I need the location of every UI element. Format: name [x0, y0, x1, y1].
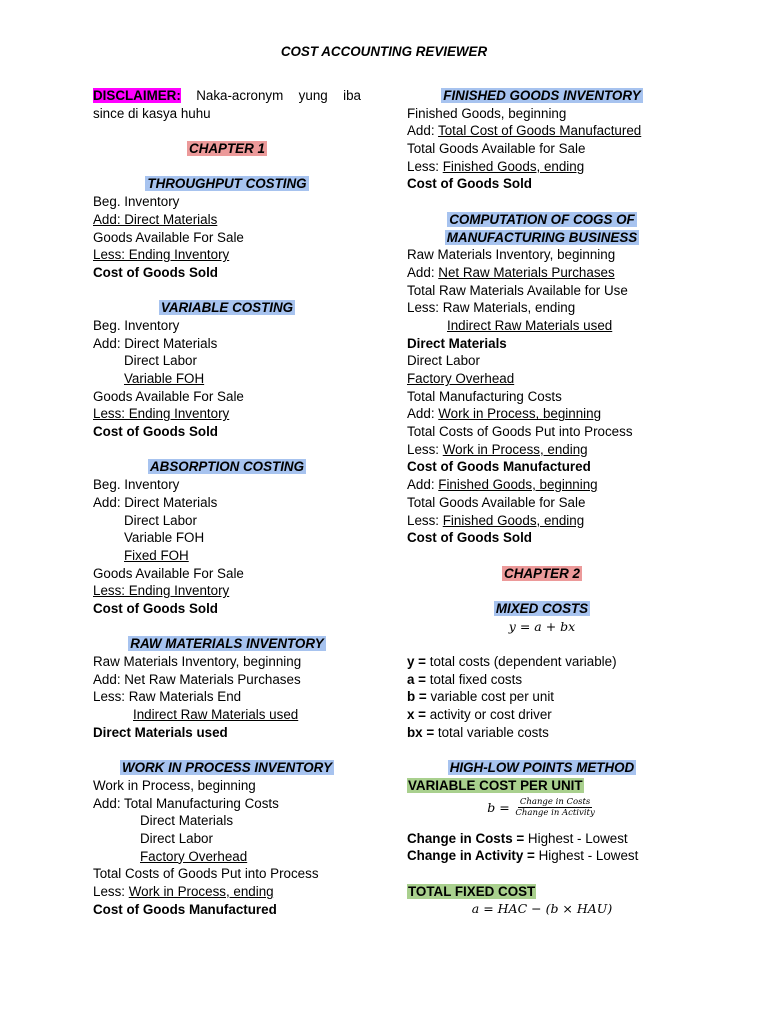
throughput-line: Less: Ending Inventory — [93, 247, 230, 263]
right-column — [407, 87, 677, 918]
wip-line: Total Costs of Goods Put into Process — [93, 866, 319, 882]
total-fixed-cost-heading: TOTAL FIXED COST — [408, 883, 536, 899]
chapter-2-heading: CHAPTER 2 — [504, 565, 580, 581]
wip-total: Cost of Goods Manufactured — [93, 901, 277, 917]
cogs-mfg-line: Add: Net Raw Materials Purchases — [407, 264, 615, 280]
throughput-heading: THROUGHPUT COSTING — [147, 176, 307, 192]
cogs-mfg-line: Total Raw Materials Available for Use — [407, 282, 628, 298]
wip-line: Direct Materials — [140, 813, 234, 829]
wip-less-line: Less: Work in Process, ending — [93, 883, 274, 899]
definition-line: a = total fixed costs — [407, 671, 523, 687]
mixed-costs-heading: MIXED COSTS — [495, 600, 589, 616]
finished-goods-line: Less: Finished Goods, ending — [407, 158, 585, 174]
variable-line: Goods Available For Sale — [93, 388, 244, 404]
throughput-line: Goods Available For Sale — [93, 229, 244, 245]
variable-cost-formula: b = $\frac{\text{Change in Costs}}{\text{Change in Activity}}$ — [487, 797, 595, 819]
wip-heading: WORK IN PROCESS INVENTORY — [121, 760, 333, 776]
cogs-mfg-line: Direct Materials — [407, 335, 507, 351]
cogs-mfg-line: Less: Finished Goods, ending — [407, 512, 585, 528]
finished-goods-heading: FINISHED GOODS INVENTORY — [443, 88, 641, 103]
variable-line: Less: Ending Inventory — [93, 406, 230, 422]
variable-line: Beg. Inventory — [93, 317, 180, 333]
cogs-mfg-line: Less: Work in Process, ending — [407, 441, 588, 457]
throughput-line: Add: Direct Materials — [93, 211, 218, 227]
wip-line: Add: Total Manufacturing Costs — [93, 795, 279, 811]
raw-materials-total: Direct Materials used — [93, 724, 228, 740]
cogs-mfg-line: Add: Finished Goods, beginning — [407, 477, 598, 493]
cogs-mfg-line: Factory Overhead — [407, 371, 515, 386]
wip-line: Direct Labor — [140, 830, 213, 846]
cogs-mfg-line: Total Manufacturing Costs — [407, 388, 562, 404]
definition-line: y = total costs (dependent variable) — [407, 654, 617, 669]
cogs-mfg-line: Cost of Goods Manufactured — [407, 459, 591, 475]
definition-line: x = activity or cost driver — [407, 707, 552, 723]
cogs-mfg-total: Cost of Goods Sold — [407, 530, 532, 546]
disclaimer-line-1 — [93, 87, 361, 105]
absorption-line: Beg. Inventory — [93, 477, 180, 493]
left-column — [93, 87, 361, 918]
raw-materials-line: Less: Raw Materials End — [93, 689, 242, 705]
finished-goods-line: Finished Goods, beginning — [407, 105, 567, 121]
definition-line: bx = total variable costs — [407, 724, 549, 740]
absorption-line: Direct Labor — [124, 512, 197, 528]
cogs-mfg-line: Add: Work in Process, beginning — [407, 406, 602, 422]
wip-line: Work in Process, beginning — [93, 777, 256, 793]
absorption-line: Goods Available For Sale — [93, 565, 244, 581]
cogs-mfg-line: Direct Labor — [407, 353, 480, 369]
variable-heading: VARIABLE COSTING — [160, 300, 294, 316]
mixed-costs-formula: y = a + bx — [508, 618, 576, 634]
absorption-line: Less: Ending Inventory — [93, 583, 230, 599]
cogs-mfg-line: Less: Raw Materials, ending — [407, 300, 576, 316]
disclaimer-line-2: since di kasya huhu — [93, 105, 211, 121]
variable-line: Direct Labor — [124, 353, 197, 369]
absorption-total: Cost of Goods Sold — [93, 600, 218, 616]
page-title: COST ACCOUNTING REVIEWER — [280, 44, 488, 59]
disclaimer-text: Naka-acronym yung iba — [196, 88, 361, 103]
variable-cost-per-unit-heading: VARIABLE COST PER UNIT — [408, 777, 583, 793]
absorption-line: Fixed FOH — [124, 547, 189, 563]
finished-goods-line: Add: Total Cost of Goods Manufactured — [407, 123, 642, 139]
variable-total: Cost of Goods Sold — [93, 424, 218, 440]
raw-materials-heading: RAW MATERIALS INVENTORY — [130, 636, 324, 652]
raw-materials-line: Add: Net Raw Materials Purchases — [93, 671, 301, 687]
cogs-mfg-line: Indirect Raw Materials used — [447, 317, 613, 333]
finished-goods-total: Cost of Goods Sold — [407, 176, 532, 192]
throughput-line: Beg. Inventory — [93, 194, 180, 210]
cogs-mfg-line: Raw Materials Inventory, beginning — [407, 247, 616, 263]
raw-materials-line: Raw Materials Inventory, beginning — [93, 654, 302, 669]
disclaimer-label: DISCLAIMER: — [93, 88, 181, 103]
high-low-heading: HIGH-LOW POINTS METHOD — [449, 760, 635, 776]
absorption-line: Add: Direct Materials — [93, 494, 218, 510]
variable-line: Add: Direct Materials — [93, 335, 218, 351]
fraction: $\frac{\text{Change in Costs}}{\text{Change in Activity}}$ — [515, 797, 595, 819]
cogs-mfg-heading-1: COMPUTATION OF COGS OF — [449, 211, 635, 227]
change-in-activity-line: Change in Activity = Highest - Lowest — [407, 848, 639, 864]
wip-line: Factory Overhead — [140, 848, 248, 864]
change-in-costs-line: Change in Costs = Highest - Lowest — [407, 830, 628, 846]
chapter-1-heading: CHAPTER 1 — [189, 141, 265, 157]
throughput-total: Cost of Goods Sold — [93, 264, 218, 280]
total-fixed-cost-formula: a = HAC − (b × HAU) — [471, 901, 613, 917]
absorption-line: Variable FOH — [124, 530, 205, 546]
cogs-mfg-heading-2: MANUFACTURING BUSINESS — [446, 229, 638, 245]
raw-materials-line: Indirect Raw Materials used — [133, 707, 299, 723]
variable-line: Variable FOH — [124, 371, 205, 386]
finished-goods-line: Total Goods Available for Sale — [407, 141, 586, 157]
absorption-heading: ABSORPTION COSTING — [150, 459, 304, 475]
definition-line: b = variable cost per unit — [407, 689, 555, 705]
cogs-mfg-line: Total Goods Available for Sale — [407, 494, 586, 510]
cogs-mfg-line: Total Costs of Goods Put into Process — [407, 424, 633, 440]
